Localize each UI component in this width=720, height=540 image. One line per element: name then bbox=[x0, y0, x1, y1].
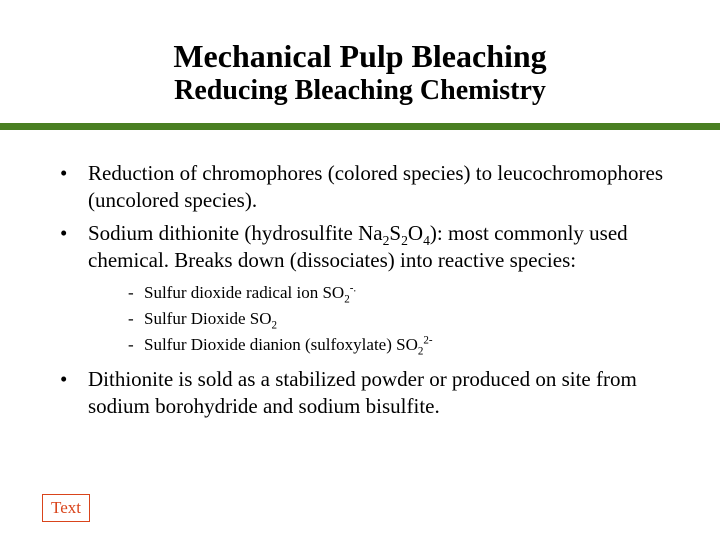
sub-item-radical-ion bbox=[60, 280, 670, 306]
bullet-dot-icon: • bbox=[60, 221, 68, 245]
slide-title bbox=[0, 38, 720, 108]
formula-subscript: 4 bbox=[423, 233, 430, 249]
title-divider bbox=[0, 123, 720, 130]
sub-item-text: Sulfur dioxide radical ion SO bbox=[144, 283, 345, 302]
dash-icon: - bbox=[128, 283, 134, 302]
bullet-text-part: S bbox=[389, 221, 402, 245]
bullet-item-sold-as bbox=[60, 366, 670, 420]
slide-subtitle: Reducing Bleaching Chemistry bbox=[174, 75, 546, 106]
bullet-text: Reduction of chromophores (colored species) to leucochromophores (uncolored species). bbox=[88, 161, 663, 212]
formula-subscript: 2 bbox=[382, 233, 390, 249]
formula-subscript: 2 bbox=[344, 293, 350, 306]
sub-item-dianion bbox=[60, 332, 670, 358]
dash-icon: - bbox=[128, 335, 134, 354]
bullet-text-part: O bbox=[407, 221, 424, 245]
bullet-dot-icon: • bbox=[60, 367, 68, 391]
bullet-dot-icon: • bbox=[60, 161, 68, 185]
bullet-text-part: Sodium dithionite (hydrosulfite Na bbox=[88, 221, 383, 245]
sub-list-species bbox=[60, 280, 670, 358]
sub-item-text: Sulfur Dioxide dianion (sulfoxylate) SO bbox=[144, 335, 418, 354]
bullet-item-reduction bbox=[60, 160, 670, 214]
bullet-text-part: ): most commonly used chemical. Breaks down (dissociates) into reactive species: bbox=[88, 221, 628, 272]
formula-subscript: 2 bbox=[417, 345, 424, 358]
text-placeholder-box[interactable]: Text bbox=[42, 494, 90, 522]
sub-item-sulfur-dioxide bbox=[60, 306, 670, 332]
formula-subscript: 2 bbox=[271, 319, 278, 332]
sub-item-text: Sulfur Dioxide SO bbox=[144, 309, 272, 328]
bullet-text: Dithionite is sold as a stabilized powder or produced on site from sodium borohydride and sodium bisulfite. bbox=[88, 367, 637, 418]
slide-title-main: Mechanical Pulp Bleaching bbox=[173, 38, 547, 74]
bullet-item-dithionite bbox=[60, 220, 670, 274]
dash-icon: - bbox=[128, 309, 134, 328]
bullet-list bbox=[60, 160, 670, 426]
formula-superscript: -. bbox=[349, 282, 357, 295]
formula-superscript: 2- bbox=[423, 334, 433, 347]
formula-subscript: 2 bbox=[401, 233, 408, 249]
